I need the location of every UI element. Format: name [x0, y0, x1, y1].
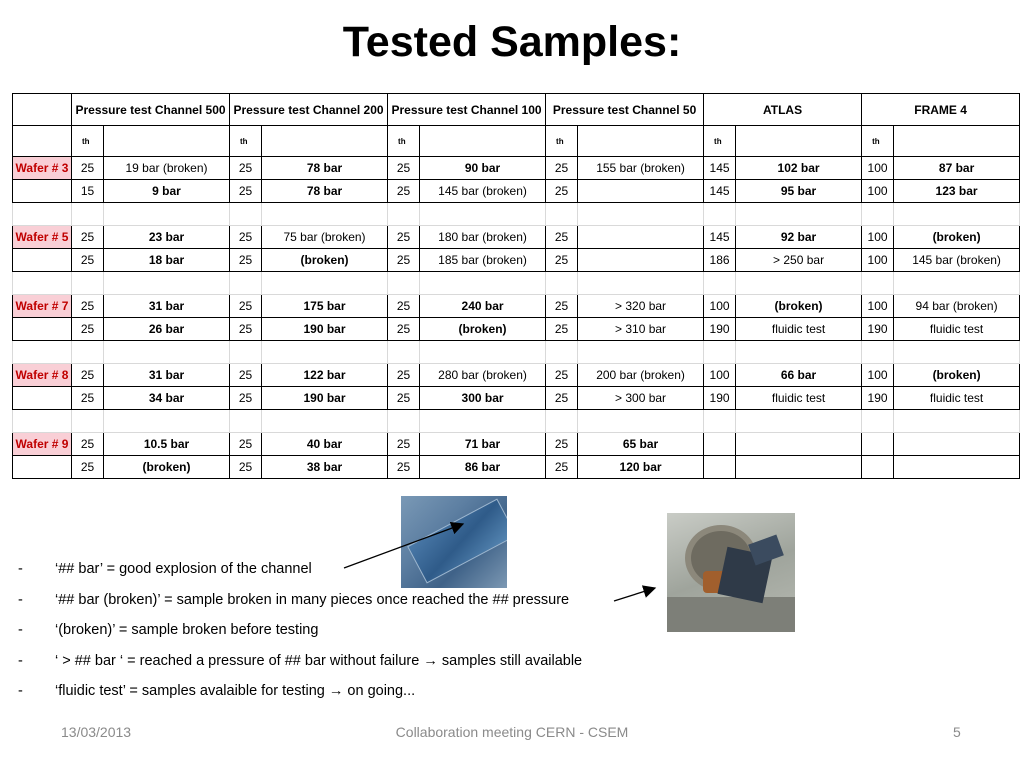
pressure-value: (broken): [262, 249, 388, 272]
thickness-cell: 25: [72, 387, 104, 410]
pressure-value: (broken): [894, 226, 1020, 249]
pressure-value: 10.5 bar: [104, 433, 230, 456]
pressure-value: 94 bar (broken): [894, 295, 1020, 318]
spacer-cell: [578, 410, 704, 433]
spacer-cell: [736, 341, 862, 364]
legend-dash: -: [18, 591, 23, 608]
spacer-cell: [13, 203, 72, 226]
thickness-cell: 145: [704, 226, 736, 249]
pressure-value: 180 bar (broken): [420, 226, 546, 249]
pressure-value: 86 bar: [420, 456, 546, 479]
spacer-cell: [862, 410, 894, 433]
thickness-cell: 100: [862, 157, 894, 180]
spacer-cell: [704, 410, 736, 433]
thickness-cell: 100: [862, 249, 894, 272]
thickness-cell: 25: [546, 318, 578, 341]
wafer-label: [13, 456, 72, 479]
thickness-cell: 25: [546, 295, 578, 318]
pressure-value: 40 bar: [262, 433, 388, 456]
thickness-cell: 190: [704, 387, 736, 410]
value-subheader: [736, 126, 862, 157]
spacer-cell: [894, 272, 1020, 295]
pressure-value: fluidic test: [736, 387, 862, 410]
thickness-cell: 25: [388, 456, 420, 479]
pressure-value: 122 bar: [262, 364, 388, 387]
thickness-cell: 25: [72, 364, 104, 387]
legend-dash: -: [18, 622, 23, 639]
thickness-cell: 190: [862, 318, 894, 341]
pressure-value: 18 bar: [104, 249, 230, 272]
thickness-label: th: [230, 126, 262, 157]
spacer-cell: [546, 272, 578, 295]
table-row: [13, 387, 1020, 410]
pressure-value: 31 bar: [104, 295, 230, 318]
thickness-cell: 100: [704, 295, 736, 318]
legend-item: [18, 622, 582, 653]
pressure-value: 34 bar: [104, 387, 230, 410]
table-row: [13, 295, 1020, 318]
wafer-label: Wafer # 5: [13, 226, 72, 249]
pressure-value: 26 bar: [104, 318, 230, 341]
footer-title: Collaboration meeting CERN - CSEM: [395, 724, 629, 740]
thickness-cell: 25: [230, 456, 262, 479]
wafer-label: [13, 387, 72, 410]
pressure-value: (broken): [736, 295, 862, 318]
pressure-value: > 300 bar: [578, 387, 704, 410]
thickness-cell: [704, 433, 736, 456]
pressure-value: 200 bar (broken): [578, 364, 704, 387]
thickness-cell: 25: [388, 364, 420, 387]
pressure-value: (broken): [104, 456, 230, 479]
spacer-cell: [862, 203, 894, 226]
thickness-cell: 25: [546, 456, 578, 479]
pressure-value: 78 bar: [262, 180, 388, 203]
pressure-value: > 310 bar: [578, 318, 704, 341]
wafer-label: [13, 180, 72, 203]
pressure-value: 75 bar (broken): [262, 226, 388, 249]
footer-date: 13/03/2013: [61, 724, 132, 740]
value-subheader: [894, 126, 1020, 157]
thickness-cell: 100: [862, 364, 894, 387]
legend-list: [18, 561, 582, 714]
thickness-cell: 145: [704, 180, 736, 203]
pressure-value: fluidic test: [894, 318, 1020, 341]
thickness-cell: 25: [230, 157, 262, 180]
thickness-cell: 25: [388, 295, 420, 318]
thickness-cell: 145: [704, 157, 736, 180]
wafer-label: [13, 318, 72, 341]
thickness-cell: 25: [546, 226, 578, 249]
thickness-cell: 25: [388, 180, 420, 203]
thickness-cell: 25: [72, 456, 104, 479]
pressure-value: 240 bar: [420, 295, 546, 318]
thickness-cell: 25: [230, 433, 262, 456]
pressure-value: 92 bar: [736, 226, 862, 249]
spacer-cell: [546, 410, 578, 433]
column-header: Pressure test Channel 200: [230, 94, 388, 126]
thickness-cell: 25: [546, 387, 578, 410]
thickness-cell: 186: [704, 249, 736, 272]
value-subheader: [578, 126, 704, 157]
legend-text: ‘(broken)’ = sample broken before testing: [55, 622, 319, 639]
value-subheader: [262, 126, 388, 157]
spacer-cell: [13, 341, 72, 364]
legend-text: ‘ > ## bar ‘ = reached a pressure of ## bar without failure → samples still available: [55, 652, 583, 669]
spacer-cell: [894, 410, 1020, 433]
spacer-cell: [72, 272, 104, 295]
spacer-cell: [704, 272, 736, 295]
pressure-value: [894, 433, 1020, 456]
thickness-cell: 25: [388, 226, 420, 249]
column-header: Pressure test Channel 50: [546, 94, 704, 126]
spacer-cell: [546, 341, 578, 364]
spacer-cell: [230, 341, 262, 364]
pressure-value: 9 bar: [104, 180, 230, 203]
legend-item: [18, 653, 582, 684]
pressure-value: 87 bar: [894, 157, 1020, 180]
corner-cell: [13, 94, 72, 126]
legend-item: [18, 592, 582, 623]
thickness-cell: 25: [230, 295, 262, 318]
pressure-value: [736, 433, 862, 456]
thickness-cell: 100: [862, 295, 894, 318]
spacer-cell: [388, 203, 420, 226]
pressure-value: 23 bar: [104, 226, 230, 249]
slide-title: Tested Samples:: [342, 18, 682, 66]
pressure-value: fluidic test: [736, 318, 862, 341]
spacer-cell: [894, 341, 1020, 364]
spacer-cell: [388, 272, 420, 295]
thickness-cell: 100: [862, 180, 894, 203]
thickness-cell: 25: [388, 249, 420, 272]
table-row: [13, 318, 1020, 341]
thickness-cell: [862, 456, 894, 479]
legend-item: [18, 561, 582, 592]
legend-text: ‘fluidic test’ = samples avalaible for testing → on going...: [55, 683, 416, 700]
pressure-value: 66 bar: [736, 364, 862, 387]
pressure-value: 145 bar (broken): [894, 249, 1020, 272]
thickness-cell: 25: [388, 157, 420, 180]
spacer-cell: [862, 272, 894, 295]
pressure-value: > 250 bar: [736, 249, 862, 272]
thickness-cell: 25: [388, 387, 420, 410]
pressure-value: [736, 456, 862, 479]
thickness-cell: 25: [546, 249, 578, 272]
spacer-cell: [262, 272, 388, 295]
pressure-value: 280 bar (broken): [420, 364, 546, 387]
table-row: [13, 180, 1020, 203]
thickness-cell: 25: [72, 157, 104, 180]
thickness-cell: [862, 433, 894, 456]
broken-sample-photo: [667, 513, 795, 632]
spacer-cell: [578, 341, 704, 364]
thickness-cell: 100: [704, 364, 736, 387]
thickness-cell: 25: [72, 433, 104, 456]
pressure-value: fluidic test: [894, 387, 1020, 410]
spacer-cell: [13, 272, 72, 295]
spacer-cell: [420, 272, 546, 295]
legend-dash: -: [18, 561, 23, 577]
samples-table: [12, 93, 1020, 479]
legend-dash: -: [18, 683, 23, 700]
thickness-cell: 25: [72, 226, 104, 249]
table-row: [13, 433, 1020, 456]
thickness-cell: 15: [72, 180, 104, 203]
spacer-cell: [388, 410, 420, 433]
spacer-cell: [13, 410, 72, 433]
spacer-cell: [578, 203, 704, 226]
pressure-value: 190 bar: [262, 318, 388, 341]
subheader-row: [13, 126, 1020, 157]
thickness-cell: 100: [862, 226, 894, 249]
thickness-cell: 25: [388, 318, 420, 341]
thickness-cell: 25: [230, 318, 262, 341]
table-row: [13, 456, 1020, 479]
spacer-row: [13, 410, 1020, 433]
wafer-label: Wafer # 3: [13, 157, 72, 180]
pressure-value: 95 bar: [736, 180, 862, 203]
thickness-cell: 190: [862, 387, 894, 410]
pressure-value: 65 bar: [578, 433, 704, 456]
spacer-cell: [420, 203, 546, 226]
thickness-label: th: [388, 126, 420, 157]
thickness-cell: 25: [546, 433, 578, 456]
thickness-label: th: [704, 126, 736, 157]
value-subheader: [104, 126, 230, 157]
pressure-value: 190 bar: [262, 387, 388, 410]
legend-dash: -: [18, 652, 23, 669]
spacer-cell: [704, 203, 736, 226]
column-header: Pressure test Channel 500: [72, 94, 230, 126]
pressure-value: 123 bar: [894, 180, 1020, 203]
table-row: [13, 157, 1020, 180]
spacer-cell: [736, 203, 862, 226]
thickness-label: th: [546, 126, 578, 157]
spacer-cell: [420, 410, 546, 433]
arrow-to-broken-photo: [614, 588, 655, 601]
spacer-cell: [388, 341, 420, 364]
table-row: [13, 249, 1020, 272]
corner-cell: [13, 126, 72, 157]
thickness-cell: [704, 456, 736, 479]
spacer-cell: [104, 410, 230, 433]
pressure-value: > 320 bar: [578, 295, 704, 318]
pressure-value: 185 bar (broken): [420, 249, 546, 272]
thickness-cell: 25: [230, 387, 262, 410]
pressure-value: [578, 249, 704, 272]
spacer-cell: [262, 410, 388, 433]
thickness-cell: 25: [230, 180, 262, 203]
thickness-cell: 25: [230, 364, 262, 387]
pressure-value: 102 bar: [736, 157, 862, 180]
spacer-row: [13, 203, 1020, 226]
thickness-cell: 25: [72, 318, 104, 341]
spacer-row: [13, 272, 1020, 295]
spacer-cell: [72, 203, 104, 226]
spacer-cell: [578, 272, 704, 295]
pressure-value: [578, 226, 704, 249]
pressure-value: (broken): [894, 364, 1020, 387]
column-header: Pressure test Channel 100: [388, 94, 546, 126]
pressure-value: 145 bar (broken): [420, 180, 546, 203]
pressure-value: 78 bar: [262, 157, 388, 180]
thickness-label: th: [862, 126, 894, 157]
pressure-value: [578, 180, 704, 203]
pressure-value: 120 bar: [578, 456, 704, 479]
pressure-value: 31 bar: [104, 364, 230, 387]
pressure-value: 300 bar: [420, 387, 546, 410]
value-subheader: [420, 126, 546, 157]
spacer-cell: [104, 203, 230, 226]
spacer-cell: [104, 272, 230, 295]
column-header: FRAME 4: [862, 94, 1020, 126]
wafer-label: Wafer # 8: [13, 364, 72, 387]
spacer-cell: [420, 341, 546, 364]
pressure-value: 38 bar: [262, 456, 388, 479]
spacer-cell: [230, 410, 262, 433]
thickness-label: th: [72, 126, 104, 157]
wafer-label: Wafer # 7: [13, 295, 72, 318]
legend-text: ‘## bar’ = good explosion of the channel: [55, 561, 312, 577]
thickness-cell: 25: [230, 249, 262, 272]
thickness-cell: 25: [546, 180, 578, 203]
table-row: [13, 364, 1020, 387]
page-number: 5: [953, 724, 961, 740]
spacer-cell: [104, 341, 230, 364]
thickness-cell: 25: [72, 295, 104, 318]
thickness-cell: 25: [230, 226, 262, 249]
spacer-row: [13, 341, 1020, 364]
legend-item: [18, 683, 582, 714]
pressure-value: 71 bar: [420, 433, 546, 456]
thickness-cell: 25: [388, 433, 420, 456]
spacer-cell: [862, 341, 894, 364]
spacer-cell: [72, 410, 104, 433]
pressure-value: 90 bar: [420, 157, 546, 180]
spacer-cell: [704, 341, 736, 364]
spacer-cell: [894, 203, 1020, 226]
pressure-value: 175 bar: [262, 295, 388, 318]
pressure-value: 155 bar (broken): [578, 157, 704, 180]
spacer-cell: [736, 272, 862, 295]
spacer-cell: [262, 341, 388, 364]
pressure-value: [894, 456, 1020, 479]
thickness-cell: 25: [72, 249, 104, 272]
pressure-value: (broken): [420, 318, 546, 341]
spacer-cell: [72, 341, 104, 364]
spacer-cell: [736, 410, 862, 433]
legend-text: ‘## bar (broken)’ = sample broken in many pieces once reached the ## pressure: [55, 591, 570, 608]
column-header: ATLAS: [704, 94, 862, 126]
spacer-cell: [546, 203, 578, 226]
thickness-cell: 190: [704, 318, 736, 341]
spacer-cell: [230, 272, 262, 295]
thickness-cell: 25: [546, 364, 578, 387]
header-row: [13, 94, 1020, 126]
spacer-cell: [262, 203, 388, 226]
wafer-label: [13, 249, 72, 272]
thickness-cell: 25: [546, 157, 578, 180]
spacer-cell: [230, 203, 262, 226]
pressure-value: 19 bar (broken): [104, 157, 230, 180]
table-row: [13, 226, 1020, 249]
wafer-label: Wafer # 9: [13, 433, 72, 456]
